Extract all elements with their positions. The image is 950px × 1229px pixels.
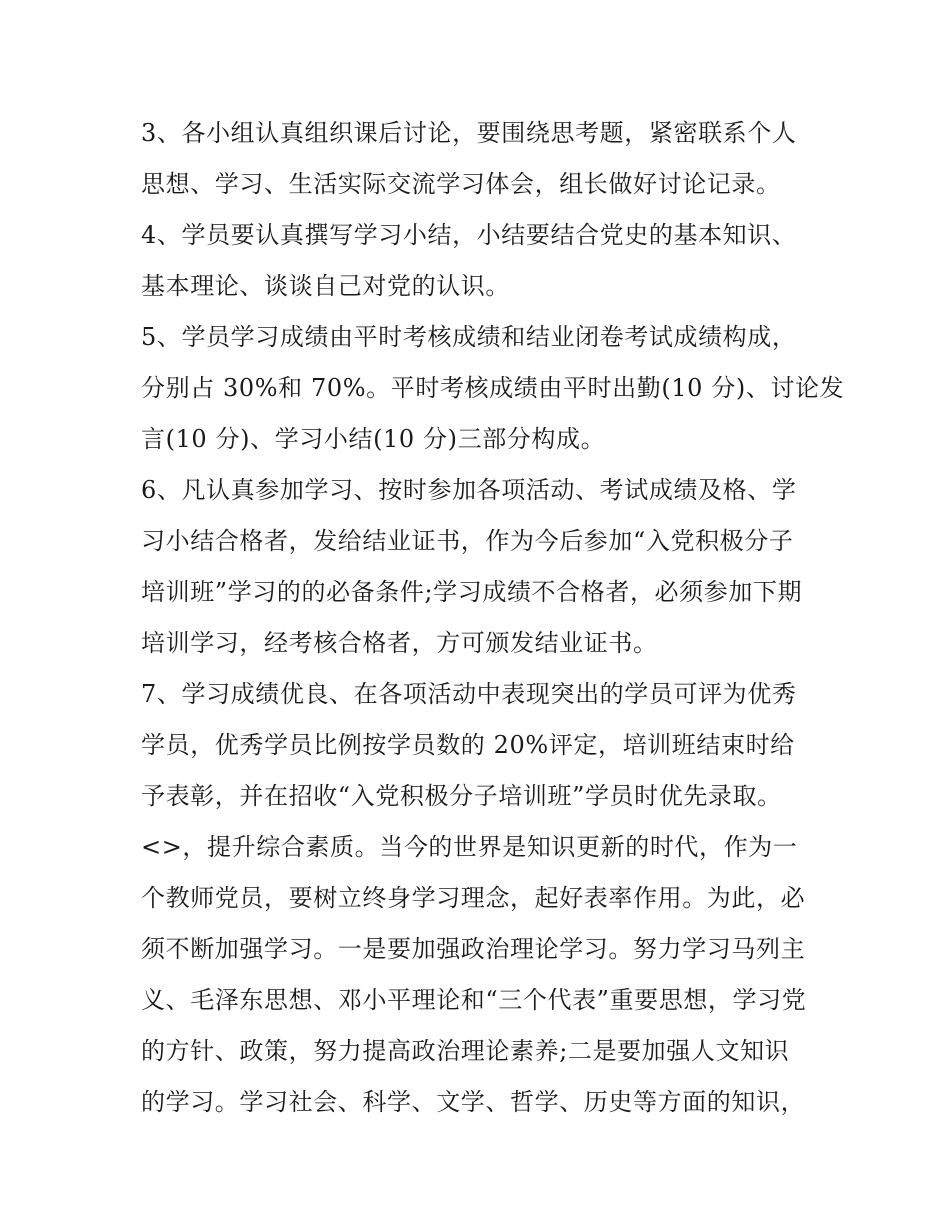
text-line-1: 3、各小组认真组织课后讨论，要围绕思考题，紧密联系个人 bbox=[141, 119, 797, 147]
text-line-15: <>，提升综合素质。当今的世界是知识更新的时代，作为一 bbox=[141, 833, 798, 861]
text-line-12: 7、学习成绩优良、在各项活动中表现突出的学员可评为优秀 bbox=[141, 680, 797, 708]
text-line-16: 个教师党员，要树立终身学习理念，起好表率作用。为此，必 bbox=[141, 884, 806, 912]
text-line-5: 5、学员学习成绩由平时考核成绩和结业闭卷考试成绩构成， bbox=[141, 323, 797, 351]
text-line-20: 的学习。学习社会、科学、文学、哲学、历史等方面的知识， bbox=[141, 1088, 806, 1116]
document-body bbox=[141, 108, 845, 1128]
text-line-13: 学员，优秀学员比例按学员数的 20%评定，培训班结束时给 bbox=[141, 731, 795, 759]
text-line-8: 6、凡认真参加学习、按时参加各项活动、考试成绩及格、学 bbox=[141, 476, 797, 504]
text-line-10: 培训班”学习的的必备条件;学习成绩不合格者，必须参加下期 bbox=[141, 578, 803, 606]
text-line-4: 基本理论、谈谈自己对党的认识。 bbox=[141, 272, 510, 300]
text-line-18: 义、毛泽东思想、邓小平理论和“三个代表”重要思想，学习党 bbox=[141, 986, 807, 1014]
text-line-19: 的方针、政策，努力提高政治理论素养;二是要加强人文知识 bbox=[141, 1037, 790, 1065]
text-line-6: 分别占 30%和 70%。平时考核成绩由平时出勤(10 分)、讨论发 bbox=[141, 374, 845, 402]
text-line-11: 培训学习，经考核合格者，方可颁发结业证书。 bbox=[141, 629, 658, 657]
text-line-7: 言(10 分)、学习小结(10 分)三部分构成。 bbox=[141, 425, 606, 453]
text-line-14: 予表彰，并在招收“入党积极分子培训班”学员时优先录取。 bbox=[141, 782, 782, 810]
text-line-3: 4、学员要认真撰写学习小结，小结要结合党史的基本知识、 bbox=[141, 221, 797, 249]
text-line-2: 思想、学习、生活实际交流学习体会，组长做好讨论记录。 bbox=[141, 170, 781, 198]
text-line-9: 习小结合格者，发给结业证书，作为今后参加“入党积极分子 bbox=[141, 527, 794, 555]
text-line-17: 须不断加强学习。一是要加强政治理论学习。努力学习马列主 bbox=[141, 935, 806, 963]
